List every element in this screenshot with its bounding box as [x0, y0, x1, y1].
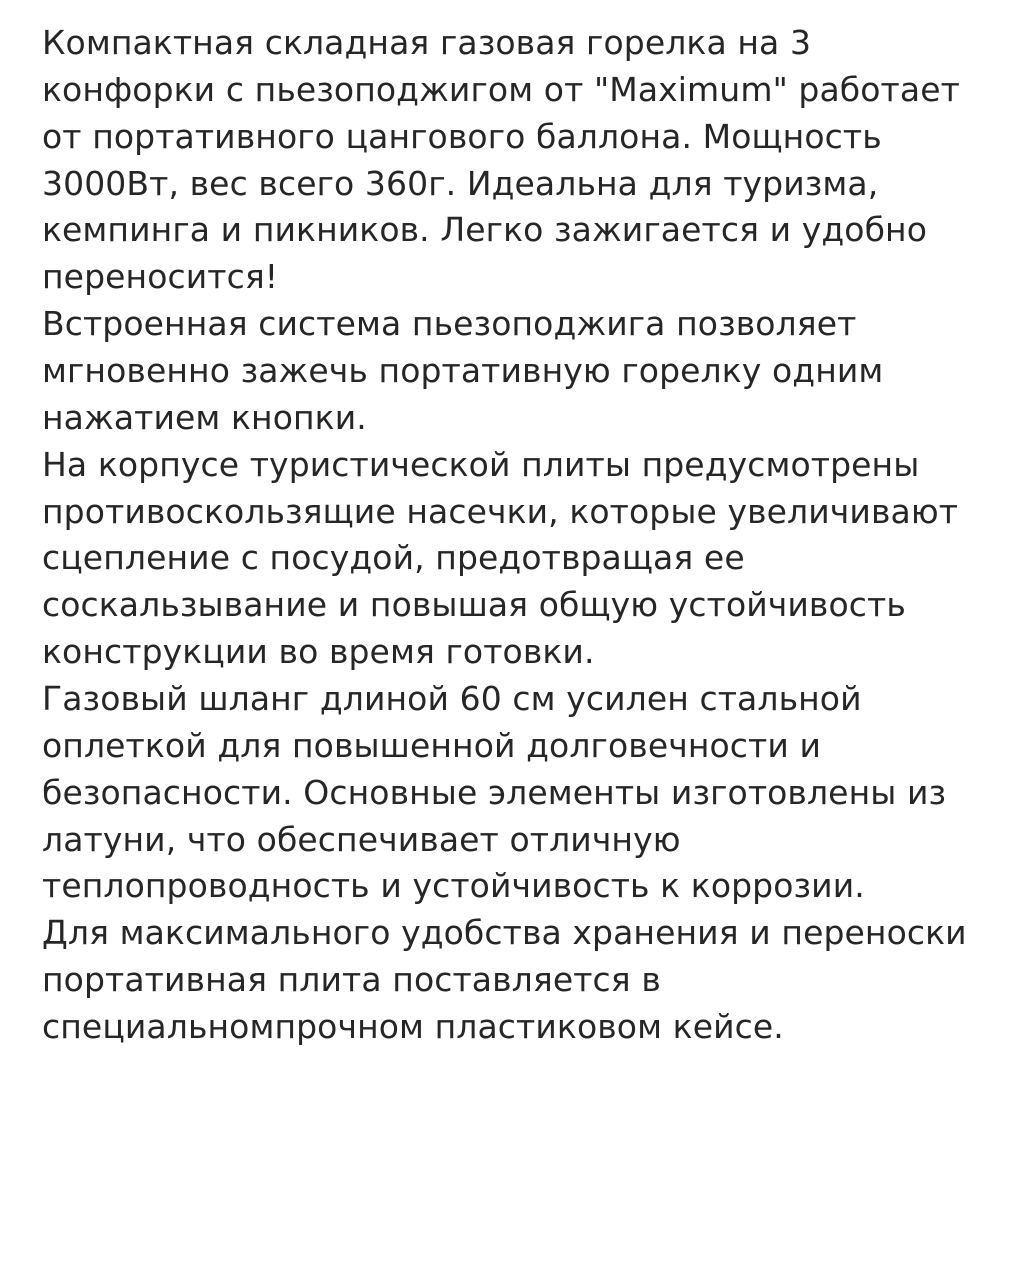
- description-paragraph-1: Компактная складная газовая горелка на 3 конфорки с пьезоподжигом от "Maximum" работает от портативного цангового баллона. Мощность 3000Вт, вес всего 360г. Идеальна для туризма, кемпинга и пикников. Легко зажигается и удобно переносится!: [42, 23, 960, 297]
- description-paragraph-3: На корпусе туристической плиты предусмотрены противоскользящие насечки, которые увеличивают сцепление с посудой, предотвращая ее соскальзывание и повышая общую устойчивость конструкции во время готовки.: [42, 444, 959, 672]
- description-paragraph-2: Встроенная система пьезоподжига позволяет мгновенно зажечь портативную горелку одним нажатием кнопки.: [42, 304, 884, 437]
- description-paragraph-4: Газовый шланг длиной 60 см усилен стальной оплеткой для повышенной долговечности и безопасности. Основные элементы изготовлены из латуни, что обеспечивает отличную теплопроводность и устойчивость к коррозии.: [42, 679, 947, 906]
- product-description-text: [42, 20, 991, 1051]
- description-paragraph-5: Для максимального удобства хранения и переноски портативная плита поставляется в специальномпрочном пластиковом кейсе.: [42, 913, 967, 1047]
